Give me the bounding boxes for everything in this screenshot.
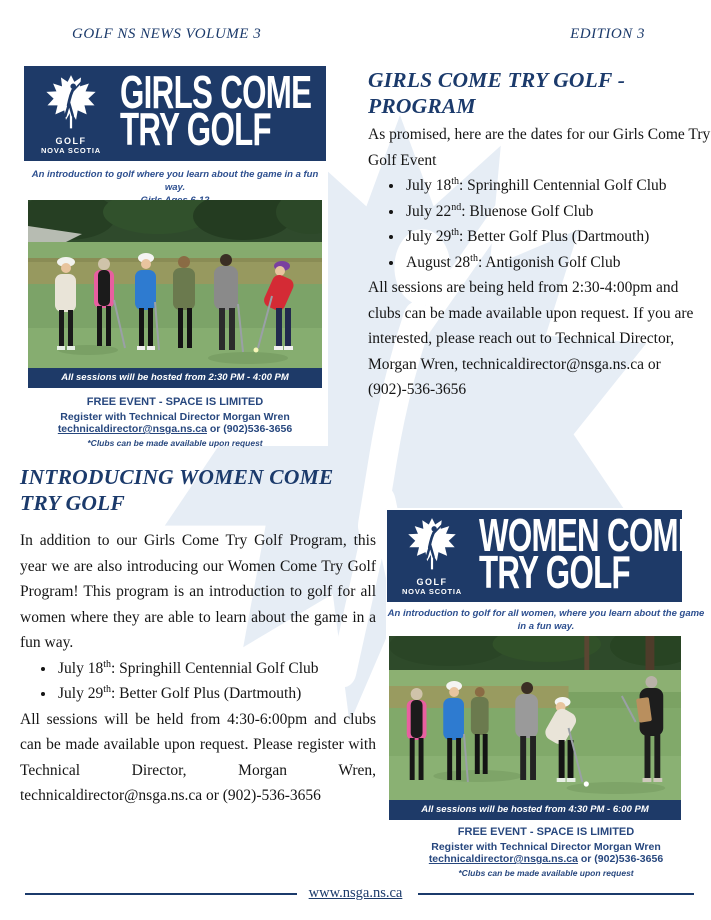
- women-photo-caption: All sessions will be hosted from 4:30 PM - 6:00 PM: [389, 800, 681, 820]
- girls-flyer-image: [22, 62, 328, 446]
- email-link[interactable]: technicaldirector@nsga.ns.ca: [428, 853, 578, 865]
- footer-rule-right: [418, 893, 694, 895]
- phone-text: or (902)536-3656: [206, 423, 293, 435]
- girls-article-title: GIRLS COME TRY GOLF - PROGRAM: [368, 68, 626, 118]
- maple-leaf-golfer-icon: [403, 517, 461, 571]
- girls-article-intro: As promised, here are the dates for our Girls Come Try Golf Event: [368, 126, 711, 169]
- event-item: • July 29th: Better Golf Plus (Dartmouth): [56, 681, 376, 707]
- women-article-title: INTRODUCING WOMEN COME TRY GOLF: [20, 465, 334, 515]
- event-item: • July 22nd: Bluenose Golf Club: [404, 199, 711, 225]
- event-item: • July 18th: Springhill Centennial Golf Club: [56, 656, 376, 682]
- contact-line: [22, 423, 328, 435]
- contact-line: [386, 853, 706, 865]
- women-flyer-title: [479, 509, 699, 598]
- girls-event-list: [368, 173, 711, 275]
- girls-article: [368, 67, 711, 403]
- girls-photo: [28, 200, 322, 368]
- register-line: Register with Technical Director Morgan Wren: [431, 841, 661, 853]
- event-item: • August 28th: Antigonish Golf Club: [404, 250, 711, 276]
- clubs-note: *Clubs can be made available upon request: [458, 868, 634, 878]
- newsletter-edition: EDITION 3: [570, 26, 645, 42]
- logo-text-nova-scotia: NOVA SCOTIA: [40, 146, 102, 155]
- girls-flyer-title-line1: GIRLS COME: [120, 66, 312, 118]
- event-item: • July 18th: Springhill Centennial Golf Club: [404, 173, 711, 199]
- women-article-para1: In addition to our Girls Come Try Golf Program, this year we are also introducing our Women Come Try Golf Program! This program is an introduction to golf for all women where they are able to learn about the game in a fun way.: [20, 532, 376, 651]
- website-link[interactable]: www.nsga.ns.ca: [308, 885, 403, 901]
- newsletter-volume-title: GOLF NS NEWS VOLUME 3: [72, 26, 262, 42]
- women-article: [20, 464, 376, 809]
- free-event-line: FREE EVENT - SPACE IS LIMITED: [86, 396, 264, 408]
- free-event-line: FREE EVENT - SPACE IS LIMITED: [457, 826, 635, 838]
- girls-flyer-title: [120, 66, 312, 155]
- women-article-para2: All sessions will be held from 4:30-6:00pm and clubs can be made available upon request. Please register with Technical Director, Morgan Wren, technicaldirector@nsga.ns.ca or (902)-536-3656: [20, 710, 376, 804]
- logo-text-golf: GOLF: [416, 577, 448, 587]
- event-item: • July 29th: Better Golf Plus (Dartmouth): [404, 224, 711, 250]
- women-flyer-banner: [387, 509, 699, 602]
- register-line: Register with Technical Director Morgan Wren: [60, 411, 290, 423]
- girls-article-outro: All sessions are being held from 2:30-4:00pm and clubs can be made available upon request. If you are interested, please reach out to Technical Director, Morgan Wren, technicaldirector@nsga.ns.ca or (902)-536-3656: [368, 279, 694, 398]
- golf-nova-scotia-logo: [399, 517, 465, 596]
- girls-flyer-banner: [24, 66, 326, 161]
- girls-flyer-footer: [22, 396, 328, 449]
- women-photo: [389, 636, 681, 800]
- phone-text: or (902)536-3656: [577, 853, 664, 865]
- women-flyer-title-line2: TRY GOLF: [479, 546, 630, 598]
- girls-photo-caption: All sessions will be hosted from 2:30 PM - 4:00 PM: [28, 368, 322, 388]
- logo-text-golf: GOLF: [55, 136, 87, 146]
- women-flyer-footer: [386, 826, 706, 879]
- women-event-list: [20, 656, 376, 707]
- clubs-note: *Clubs can be made available upon request: [87, 438, 263, 448]
- women-flyer-title-line1: WOMEN COME: [479, 509, 699, 561]
- maple-leaf-golfer-icon: [41, 74, 101, 130]
- women-flyer-image: [386, 508, 706, 880]
- women-flyer-tagline: An introduction to golf for all women, where you learn about the game in a fun way.: [387, 608, 705, 632]
- golf-nova-scotia-logo: [38, 74, 104, 155]
- girls-flyer-title-line2: TRY GOLF: [120, 103, 271, 155]
- girls-flyer-tagline: An introduction to golf where you learn about the game in a fun way.: [31, 169, 319, 193]
- logo-text-nova-scotia: NOVA SCOTIA: [401, 587, 463, 596]
- email-link[interactable]: technicaldirector@nsga.ns.ca: [57, 423, 207, 435]
